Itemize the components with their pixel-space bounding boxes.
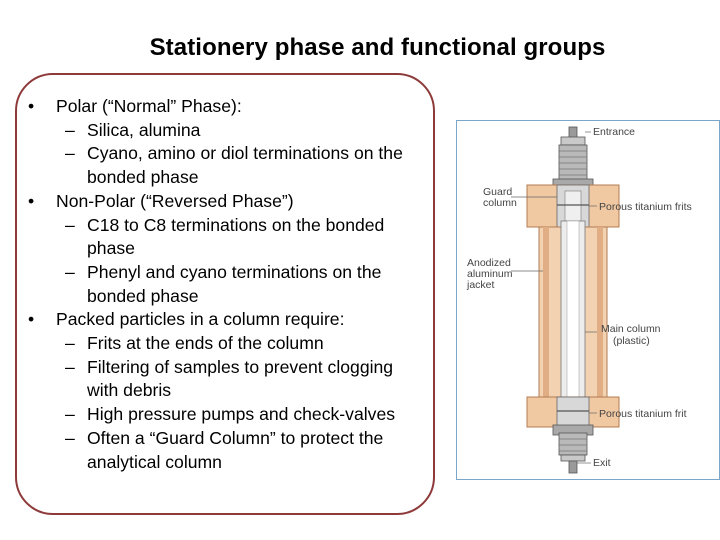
entrance-fitting bbox=[553, 127, 593, 191]
label-anodized-1: Anodized bbox=[467, 257, 511, 269]
label-exit: Exit bbox=[593, 457, 611, 469]
bullet-item bbox=[28, 190, 428, 214]
sub-bullet-item bbox=[28, 142, 428, 189]
label-guard-column-2: column bbox=[483, 197, 517, 209]
sub-bullet-text: Frits at the ends of the column bbox=[87, 333, 324, 354]
slide-title: Stationery phase and functional groups bbox=[149, 34, 606, 61]
sub-bullet-dash: – bbox=[65, 404, 75, 425]
sub-bullet-dash: – bbox=[65, 143, 75, 164]
label-anodized-2: aluminum bbox=[467, 268, 513, 280]
sub-bullet-dash: – bbox=[65, 333, 75, 354]
bullet-item bbox=[28, 308, 428, 332]
label-entrance: Entrance bbox=[593, 126, 636, 138]
bullet-dot: • bbox=[28, 96, 35, 116]
label-main-column-1: Main column bbox=[601, 323, 661, 335]
sub-bullet-item bbox=[28, 403, 428, 427]
column-diagram-svg bbox=[457, 121, 720, 481]
sub-bullet-text: Filtering of samples to prevent clogging with debris bbox=[87, 356, 394, 401]
sub-bullet-text: Often a “Guard Column” to protect the analytical column bbox=[87, 427, 384, 472]
sub-bullet-item bbox=[28, 427, 428, 474]
sub-bullet-item bbox=[28, 119, 428, 143]
label-main-column-2: (plastic) bbox=[613, 335, 650, 347]
sub-bullet-dash: – bbox=[65, 119, 75, 140]
sub-bullet-item bbox=[28, 356, 428, 403]
bullet-dot: • bbox=[28, 190, 35, 211]
label-guard-column-1: Guard bbox=[483, 186, 513, 198]
bullet-list bbox=[28, 95, 428, 474]
bullet-text: Non-Polar (“Reversed Phase”) bbox=[56, 190, 294, 211]
bullet-text: Polar (“Normal” Phase): bbox=[56, 96, 242, 116]
sub-bullet-text: C18 to C8 terminations on the bonded phase bbox=[87, 214, 385, 259]
sub-bullet-text: Silica, alumina bbox=[87, 119, 201, 140]
sub-bullet-text: Cyano, amino or diol terminations on the bonded phase bbox=[87, 143, 403, 188]
label-frit-bottom: Porous titanium frit bbox=[599, 408, 687, 420]
bullet-item bbox=[28, 95, 428, 119]
sub-bullet-item bbox=[28, 332, 428, 356]
sub-bullet-dash: – bbox=[65, 356, 75, 377]
bullet-text: Packed particles in a column require: bbox=[56, 309, 345, 330]
sub-bullet-dash: – bbox=[65, 261, 75, 282]
label-anodized-3: jacket bbox=[467, 279, 495, 291]
label-frits-top: Porous titanium frits bbox=[599, 201, 692, 213]
column-diagram bbox=[456, 120, 720, 480]
sub-bullet-dash: – bbox=[65, 427, 75, 448]
sub-bullet-item bbox=[28, 214, 428, 261]
sub-bullet-text: Phenyl and cyano terminations on the bonded phase bbox=[87, 261, 382, 306]
sub-bullet-item bbox=[28, 261, 428, 308]
bullet-dot: • bbox=[28, 309, 35, 330]
main-column bbox=[539, 221, 607, 405]
sub-bullet-text: High pressure pumps and check-valves bbox=[87, 404, 396, 425]
sub-bullet-dash: – bbox=[65, 214, 75, 235]
